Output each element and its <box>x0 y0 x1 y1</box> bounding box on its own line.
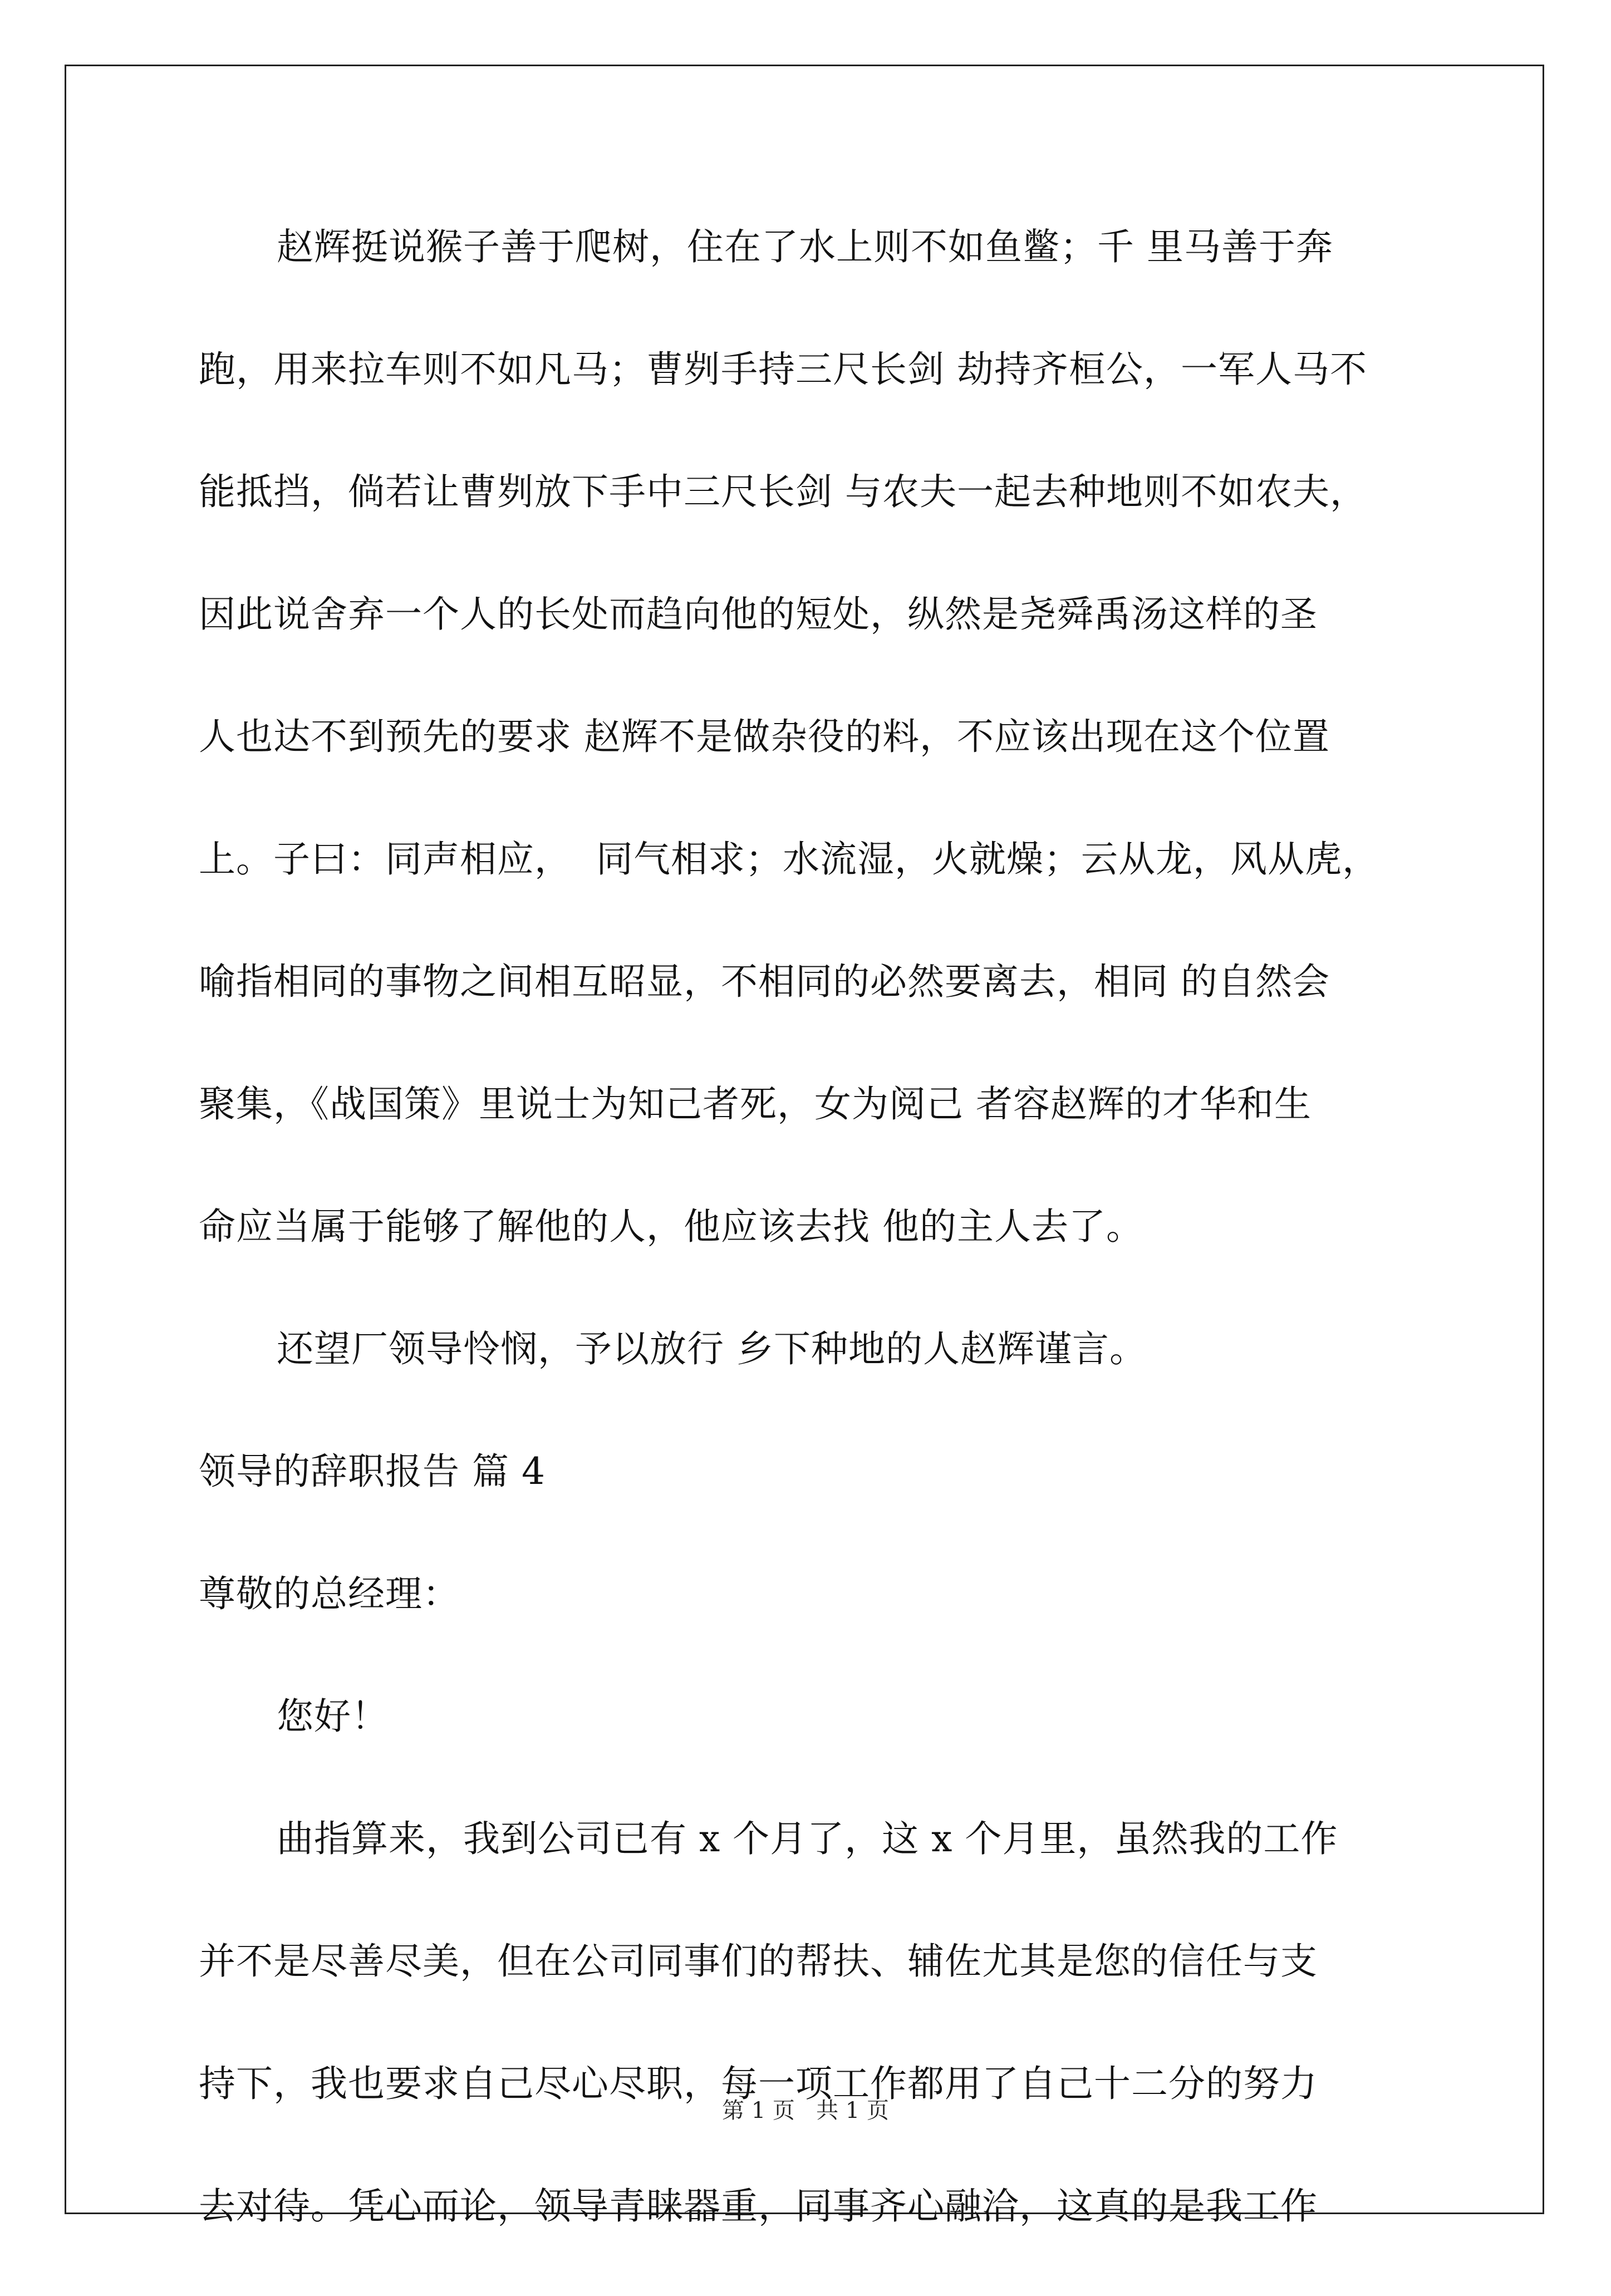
paragraph-line: 喻指相同的事物之间相互昭显，不相同的必然要离去，相同 的自然会 <box>199 960 1330 1003</box>
paragraph-line: 跑，用来拉车则不如凡马；曹刿手持三尺长剑 劫持齐桓公，一军人马不 <box>199 348 1367 391</box>
paragraph-line: 聚集，《战国策》里说士为知己者死，女为阅己 者容赵辉的才华和生 <box>199 1083 1312 1125</box>
paragraph-line: 还望厂领导怜悯，予以放行 乡下种地的人赵辉谨言。 <box>277 1328 1147 1370</box>
paragraph-line: 能抵挡，倘若让曹刿放下手中三尺长剑 与农夫一起去种地则不如农夫， <box>199 470 1367 513</box>
paragraph-line: 曲指算来，我到公司已有 x 个月了，这 x 个月里，虽然我的工作 <box>277 1817 1338 1860</box>
salutation: 尊敬的总经理： <box>199 1572 460 1615</box>
section-heading: 领导的辞职报告 篇 4 <box>199 1450 546 1493</box>
paragraph-line: 因此说舍弃一个人的长处而趋向他的短处，纵然是尧舜禹汤这样的圣 <box>199 593 1318 636</box>
paragraph-line: 命应当属于能够了解他的人，他应该去找 他的主人去了。 <box>199 1205 1143 1248</box>
paragraph-line: 去对待。凭心而论，领导青睐器重，同事齐心融洽，这真的是我工作 <box>199 2185 1318 2228</box>
paragraph-line: 人也达不到预先的要求 赵辉不是做杂役的料，不应该出现在这个位置 <box>199 715 1330 758</box>
greeting: 您好！ <box>277 1695 389 1738</box>
paragraph-line: 赵辉挺说猴子善于爬树，住在了水上则不如鱼鳖；千 里马善于奔 <box>277 225 1333 268</box>
document-body <box>199 214 1418 2296</box>
page-number: 第 1 页 共 1 页 <box>722 2098 889 2123</box>
paragraph-line: 持下，我也要求自己尽心尽职，每一项工作都用了自己十二分的努力 <box>199 2062 1318 2105</box>
paragraph-line: 上。子曰：同声相应， 同气相求；水流湿，火就燥；云从龙，风从虎， <box>199 838 1379 881</box>
paragraph-line: 并不是尽善尽美，但在公司同事们的帮扶、辅佐尤其是您的信任与支 <box>199 1940 1318 1983</box>
